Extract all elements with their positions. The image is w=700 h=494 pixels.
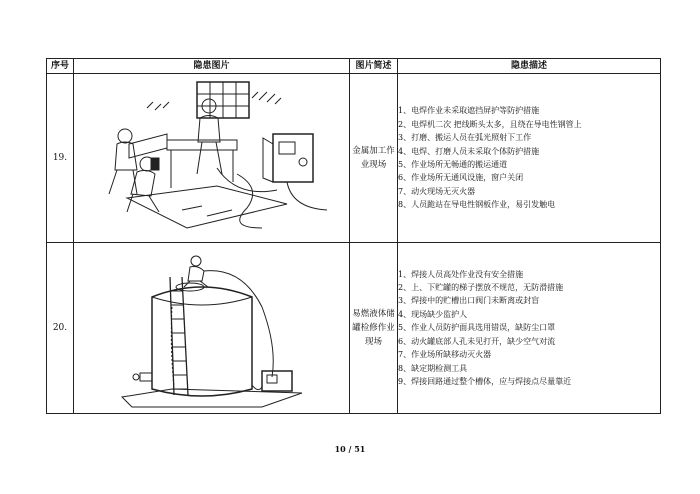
description-list (398, 268, 660, 389)
header-number: 序号 (47, 59, 74, 74)
list-item: 8、缺定期检测工具 (398, 363, 468, 373)
list-item: 2、上、下贮罐的梯子摆放不规范，无防滑措施 (398, 283, 564, 293)
metal-workshop-illustration (87, 78, 337, 238)
row-number: 19. (47, 74, 74, 243)
table-row (47, 74, 661, 243)
list-item: 1、焊接人员高处作业没有安全措施 (398, 269, 524, 279)
list-item: 7、动火现场无灭火器 (398, 186, 476, 196)
row-summary: 金属加工作业现场 (350, 74, 398, 243)
header-summary: 图片简述 (350, 59, 398, 74)
list-item: 5、作业场所无畅通的搬运通道 (398, 160, 508, 169)
tank-maintenance-illustration (112, 247, 312, 409)
list-item: 5、作业人员防护面具选用错误，缺防尘口罩 (398, 323, 556, 333)
header-image: 隐患图片 (74, 59, 350, 74)
list-item: 4、电焊、打磨人员未采取个体防护措施 (398, 146, 540, 156)
row-summary: 易燃液体储罐检修作业现场 (350, 243, 398, 414)
list-item: 1、电焊作业未采取遮挡屏护等防护措施 (398, 106, 540, 116)
hazard-image-cell (74, 74, 350, 243)
table-row (47, 243, 661, 414)
list-item: 8、人员跪站在导电性钢板作业，易引发触电 (398, 200, 556, 210)
list-item: 6、作业场所无通风设施，窗户关闭 (398, 173, 524, 183)
row-number: 20. (47, 243, 74, 414)
list-item: 3、焊接中的贮槽出口阀门未断离或封盲 (398, 296, 540, 306)
page-number: 10 / 51 (334, 444, 366, 454)
description-list (398, 104, 660, 211)
list-item: 6、动火罐底部人孔未见打开，缺少空气对流 (398, 336, 556, 346)
list-item: 7、作业场所缺移动灭火器 (398, 350, 492, 360)
row-description (398, 243, 661, 414)
list-item: 2、电焊机二次 把线断头太多，且绕在导电性钢管上 (398, 119, 582, 129)
hazard-table (46, 58, 661, 414)
list-item: 9、焊接回路通过整个槽体，应与焊接点尽量靠近 (398, 376, 572, 386)
header-description: 隐患描述 (398, 59, 661, 74)
list-item: 3、打磨、搬运人员在弧光照射下工作 (398, 133, 532, 143)
row-description (398, 74, 661, 243)
table-header-row (47, 59, 661, 74)
hazard-image-cell (74, 243, 350, 414)
list-item: 4、现场缺少监护人 (398, 309, 468, 319)
